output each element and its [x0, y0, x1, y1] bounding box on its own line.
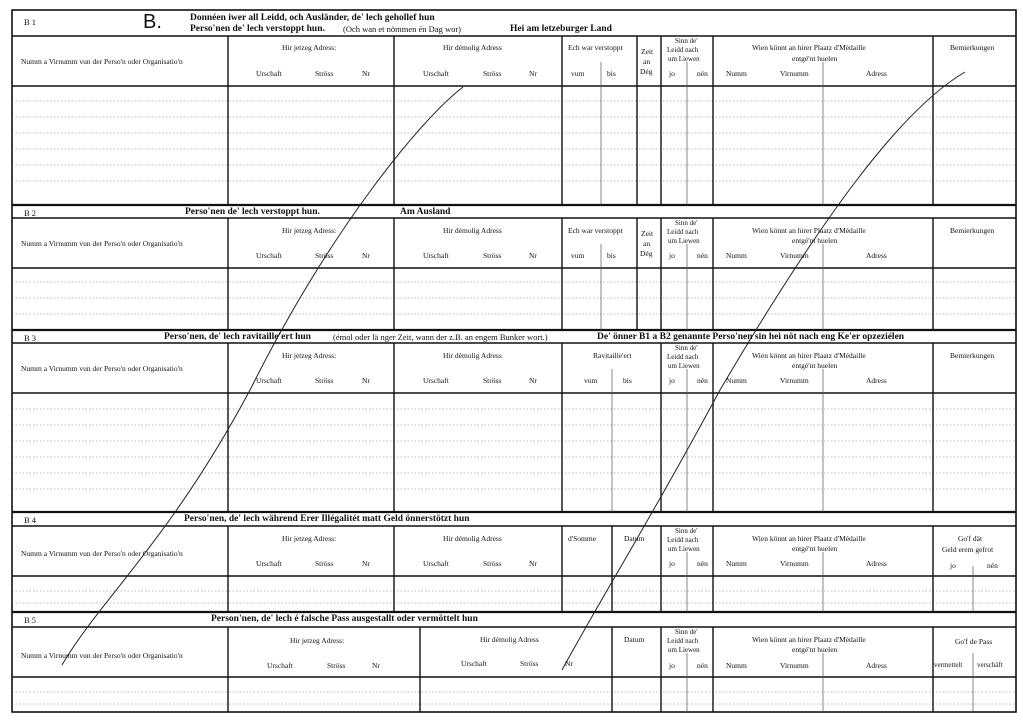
jo-label: jo [669, 376, 675, 385]
medal-header: entgé'nt huelen [792, 645, 838, 654]
nen-label: nén [697, 69, 708, 78]
zeit-label: Zeit [641, 47, 654, 56]
adress-label: Adress [866, 661, 887, 670]
section-code-b2: B 2 [24, 208, 37, 218]
current-address-header: Hir jetzeg Adress: [282, 351, 337, 360]
current-address-header: Hir jetzeg Adress: [282, 534, 337, 543]
alive-header: Leidd nach [667, 637, 699, 645]
alive-header: um Liewen [668, 646, 700, 654]
urschaft-label: Urschaft [256, 69, 282, 78]
urschaft-label: Urschaft [256, 251, 282, 260]
urschaft-label: Urschaft [267, 661, 293, 670]
adress-label: Adress [866, 376, 887, 385]
urschaft-label: Urschaft [256, 376, 282, 385]
jo-label: jo [669, 251, 675, 260]
former-address-header: Hir démolig Adress [443, 351, 502, 360]
medal-header: entgé'nt huelen [792, 54, 838, 63]
pass-vermettelt-label: vermettelt [934, 661, 963, 669]
section-code-b5: B 5 [24, 615, 37, 625]
alive-header: Leidd nach [667, 228, 699, 236]
former-address-header: Hir démolig Adress [443, 226, 502, 235]
vum-label: vum [571, 69, 585, 78]
nr-label: Nr [529, 376, 537, 385]
intro-line2: Perso'nen de' lech verstoppt hun. [190, 24, 325, 34]
name-col-header: Numm a Virnumm vun der Perso'n oder Organisatio'n [21, 57, 183, 66]
current-address-header: Hir jetzeg Adress: [290, 636, 345, 645]
adress-label: Adress [866, 251, 887, 260]
name-col-header: Numm a Virnumm vun der Perso'n oder Organisatio'n [21, 651, 183, 660]
jo-label: jo [669, 559, 675, 568]
hid-header: Ech war verstoppt [568, 43, 623, 52]
nr-label: Nr [565, 659, 573, 668]
medal-header: Wien könnt an hirer Plaatz d'Médaille [752, 351, 866, 360]
zeit-an-label: an [643, 239, 651, 248]
form-letter: B. [143, 11, 162, 33]
virnumm-label: Virnumm [780, 251, 809, 260]
virnumm-label: Virnumm [780, 69, 809, 78]
remarks-header: Bemierkungen [950, 43, 995, 52]
alive-header: Sinn de' [675, 219, 698, 227]
jo-label: jo [950, 561, 956, 570]
numm-label: Numm [726, 661, 747, 670]
former-address-header: Hir démolig Adress [443, 43, 502, 52]
intro-line2-place: Hei am letzeburger Land [510, 24, 612, 34]
intro-line2-note: (Och wan et nömmen én Dag wor) [343, 24, 462, 34]
stross-label: Ströss [483, 69, 502, 78]
section-title-b4: Perso'nen, de' lech während Erer Illégalitét matt Geld önnerstötzt hun [184, 514, 470, 524]
numm-label: Numm [726, 559, 747, 568]
alive-header: Sinn de' [675, 527, 698, 535]
medal-header: Wien könnt an hirer Plaatz d'Médaille [752, 635, 866, 644]
name-col-header: Numm a Virnumm vun der Perso'n oder Organisatio'n [21, 364, 183, 373]
urschaft-label: Urschaft [423, 376, 449, 385]
stross-label: Ströss [327, 661, 346, 670]
section-note2-b3: De' önner B1 a B2 genannte Perso'nen sin hei nöt nach eng Ke'er opzeziélen [597, 332, 905, 342]
stross-label: Ströss [483, 376, 502, 385]
adress-label: Adress [866, 559, 887, 568]
form-frame [12, 10, 1016, 712]
nen-label: nén [697, 661, 708, 670]
numm-label: Numm [726, 69, 747, 78]
vum-label: vum [571, 251, 585, 260]
stross-label: Ströss [483, 251, 502, 260]
nr-label: Nr [529, 69, 537, 78]
stross-label: Ströss [315, 251, 334, 260]
bis-label: bis [623, 376, 632, 385]
alive-header: Leidd nach [667, 536, 699, 544]
remarks-header: Bemierkungen [950, 351, 995, 360]
numm-label: Numm [726, 251, 747, 260]
name-col-header: Numm a Virnumm vun der Perso'n oder Organisatio'n [21, 239, 183, 248]
alive-header: um Liewen [668, 237, 700, 245]
former-address-header: Hir démolig Adress [443, 534, 502, 543]
hid-header: Ech war verstoppt [568, 226, 623, 235]
alive-header: Leidd nach [667, 353, 699, 361]
section-note-b3: (émol oder lä nger Zeit, wann der z.B. an engem Bunker wort.) [333, 332, 548, 342]
ravitaille-header: Ravitaille'ert [593, 351, 632, 360]
gift-header: Geld erem gefrot [942, 545, 994, 554]
zeit-an-label: an [643, 57, 651, 66]
sum-header: d'Somme [568, 534, 597, 543]
stross-label: Ströss [315, 69, 334, 78]
numm-label: Numm [726, 376, 747, 385]
medal-header: Wien könnt an hirer Plaatz d'Médaille [752, 226, 866, 235]
nen-label: nén [987, 561, 998, 570]
current-address-header: Hir jetzeg Adress: [282, 226, 337, 235]
intro-line1: Donnéen iwer all Leidd, och Ausländer, de' lech gehollef hun [190, 13, 435, 23]
alive-header: Sinn de' [675, 37, 698, 45]
adress-label: Adress [866, 69, 887, 78]
virnumm-label: Virnumm [780, 559, 809, 568]
date-header: Datum [624, 635, 645, 644]
virnumm-label: Virnumm [780, 376, 809, 385]
former-address-header: Hir démolig Adress [480, 635, 539, 644]
virnumm-label: Virnumm [780, 661, 809, 670]
zeit-deg-label: Dég [640, 249, 653, 258]
jo-label: jo [669, 69, 675, 78]
nr-label: Nr [362, 559, 370, 568]
stross-label: Ströss [315, 559, 334, 568]
alive-header: um Liewen [668, 362, 700, 370]
vum-label: vum [584, 376, 598, 385]
nen-label: nén [697, 251, 708, 260]
gift-header: Go'f dät [958, 534, 983, 543]
section-code-b3: B 3 [24, 333, 37, 343]
name-col-header: Numm a Virnumm vun der Perso'n oder Organisatio'n [21, 549, 183, 558]
urschaft-label: Urschaft [423, 251, 449, 260]
nr-label: Nr [529, 559, 537, 568]
medal-header: entgé'nt huelen [792, 361, 838, 370]
remarks-header: Bemierkungen [950, 226, 995, 235]
urschaft-label: Urschaft [461, 659, 487, 668]
current-address-header: Hir jetzeg Adress: [282, 43, 337, 52]
zeit-deg-label: Dég [640, 67, 653, 76]
stross-label: Ströss [483, 559, 502, 568]
nr-label: Nr [529, 251, 537, 260]
medal-header: Wien könnt an hirer Plaatz d'Médaille [752, 43, 866, 52]
nen-label: nén [697, 376, 708, 385]
section-place-b2: Am Ausland [400, 207, 451, 217]
nr-label: Nr [362, 376, 370, 385]
date-header: Datum [624, 534, 645, 543]
alive-header: Sinn de' [675, 628, 698, 636]
section-code-b1: B 1 [24, 17, 37, 27]
pass-verschaft-label: verschäft [977, 661, 1003, 669]
urschaft-label: Urschaft [423, 69, 449, 78]
bis-label: bis [607, 251, 616, 260]
urschaft-label: Urschaft [256, 559, 282, 568]
section-title-b5: Person'nen, de' lech é falsche Pass ausgestallt oder vermöttelt hun [211, 614, 478, 624]
nr-label: Nr [362, 69, 370, 78]
nr-label: Nr [372, 661, 380, 670]
jo-label: jo [669, 661, 675, 670]
urschaft-label: Urschaft [423, 559, 449, 568]
pass-header: Go'f de Pass [955, 637, 993, 646]
alive-header: um Liewen [668, 55, 700, 63]
alive-header: um Liewen [668, 545, 700, 553]
nr-label: Nr [362, 251, 370, 260]
stross-label: Ströss [315, 376, 334, 385]
alive-header: Leidd nach [667, 46, 699, 54]
medal-header: entgé'nt huelen [792, 544, 838, 553]
section-code-b4: B 4 [24, 515, 37, 525]
bis-label: bis [607, 69, 616, 78]
alive-header: Sinn de' [675, 344, 698, 352]
nen-label: nén [697, 559, 708, 568]
stross-label: Ströss [520, 659, 539, 668]
section-title-b3: Perso'nen, de' lech ravitaille'ert hun [164, 332, 311, 342]
medal-header: entgé'nt huelen [792, 236, 838, 245]
section-title-b2: Perso'nen de' lech verstoppt hun. [185, 207, 320, 217]
zeit-label: Zeit [641, 229, 654, 238]
medal-header: Wien könnt an hirer Plaatz d'Médaille [752, 534, 866, 543]
